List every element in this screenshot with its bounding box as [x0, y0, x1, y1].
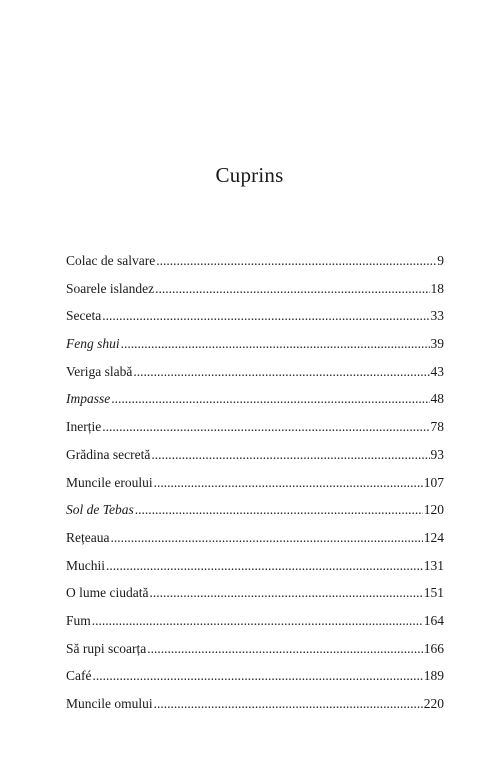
toc-entry [66, 690, 444, 718]
toc-entry-title: Veriga slabă [66, 363, 133, 379]
toc-entry [66, 330, 444, 358]
dot-leader [149, 579, 422, 607]
dot-leader [111, 385, 429, 413]
dot-leader [156, 247, 436, 275]
table-of-contents [66, 247, 444, 718]
toc-entry-title: Soarele islandez [66, 280, 155, 296]
toc-entry-title: Feng shui [66, 336, 120, 352]
toc-entry-page-number: 48 [430, 391, 444, 407]
toc-entry [66, 552, 444, 580]
toc-entry [66, 662, 444, 690]
toc-entry-page-number: 220 [423, 696, 444, 711]
toc-entry-title: Fum [66, 612, 91, 628]
dot-leader [133, 358, 429, 386]
toc-entry [66, 413, 444, 441]
toc-entry-page-number: 33 [430, 308, 444, 324]
toc-entry [66, 358, 444, 386]
toc-entry-page-number: 107 [423, 474, 444, 490]
toc-entry-page-number: 9 [437, 253, 444, 268]
toc-entry-page-number: 39 [430, 336, 444, 352]
toc-entry-title: Rețeaua [66, 529, 110, 545]
toc-entry-title: Sol de Tebas [66, 502, 134, 518]
toc-entry [66, 635, 444, 663]
dot-leader [154, 690, 423, 718]
toc-entry-title: Muncile omului [66, 696, 153, 711]
toc-entry-title: Inerție [66, 419, 102, 435]
toc-entry-page-number: 166 [423, 640, 444, 656]
toc-entry-page-number: 151 [423, 585, 444, 601]
dot-leader [154, 469, 423, 497]
toc-entry [66, 385, 444, 413]
toc-entry-title: Să rupi scoarța [66, 640, 147, 656]
toc-entry-title: Grădina secretă [66, 446, 151, 462]
toc-entry [66, 302, 444, 330]
toc-entry [66, 607, 444, 635]
toc-entry-page-number: 120 [423, 502, 444, 518]
toc-entry-title: O lume ciudată [66, 585, 149, 601]
dot-leader [135, 496, 423, 524]
dot-leader [102, 413, 429, 441]
dot-leader [151, 441, 429, 469]
dot-leader [110, 524, 422, 552]
toc-entry-page-number: 78 [430, 419, 444, 435]
dot-leader [121, 330, 430, 358]
toc-entry-title: Café [66, 668, 92, 684]
toc-entry-title: Seceta [66, 308, 102, 324]
toc-entry-page-number: 18 [430, 280, 444, 296]
toc-entry-page-number: 189 [423, 668, 444, 684]
toc-entry-title: Colac de salvare [66, 253, 156, 268]
toc-entry [66, 579, 444, 607]
toc-entry-page-number: 131 [423, 557, 444, 573]
toc-entry-title: Impasse [66, 391, 111, 407]
toc-entry-page-number: 93 [430, 446, 444, 462]
toc-entry-title: Muncile eroului [66, 474, 153, 490]
toc-entry-page-number: 164 [423, 612, 444, 628]
toc-entry [66, 496, 444, 524]
toc-entry [66, 275, 444, 303]
toc-entry-title: Muchii [66, 557, 105, 573]
dot-leader [92, 607, 423, 635]
dot-leader [106, 552, 423, 580]
toc-entry [66, 469, 444, 497]
toc-entry-page-number: 43 [430, 363, 444, 379]
dot-leader [92, 662, 422, 690]
dot-leader [102, 302, 429, 330]
page-title: Cuprins [215, 163, 284, 187]
toc-entry [66, 247, 444, 275]
dot-leader [147, 635, 423, 663]
toc-entry-page-number: 124 [423, 529, 444, 545]
toc-entry [66, 524, 444, 552]
toc-entry [66, 441, 444, 469]
dot-leader [155, 275, 429, 303]
